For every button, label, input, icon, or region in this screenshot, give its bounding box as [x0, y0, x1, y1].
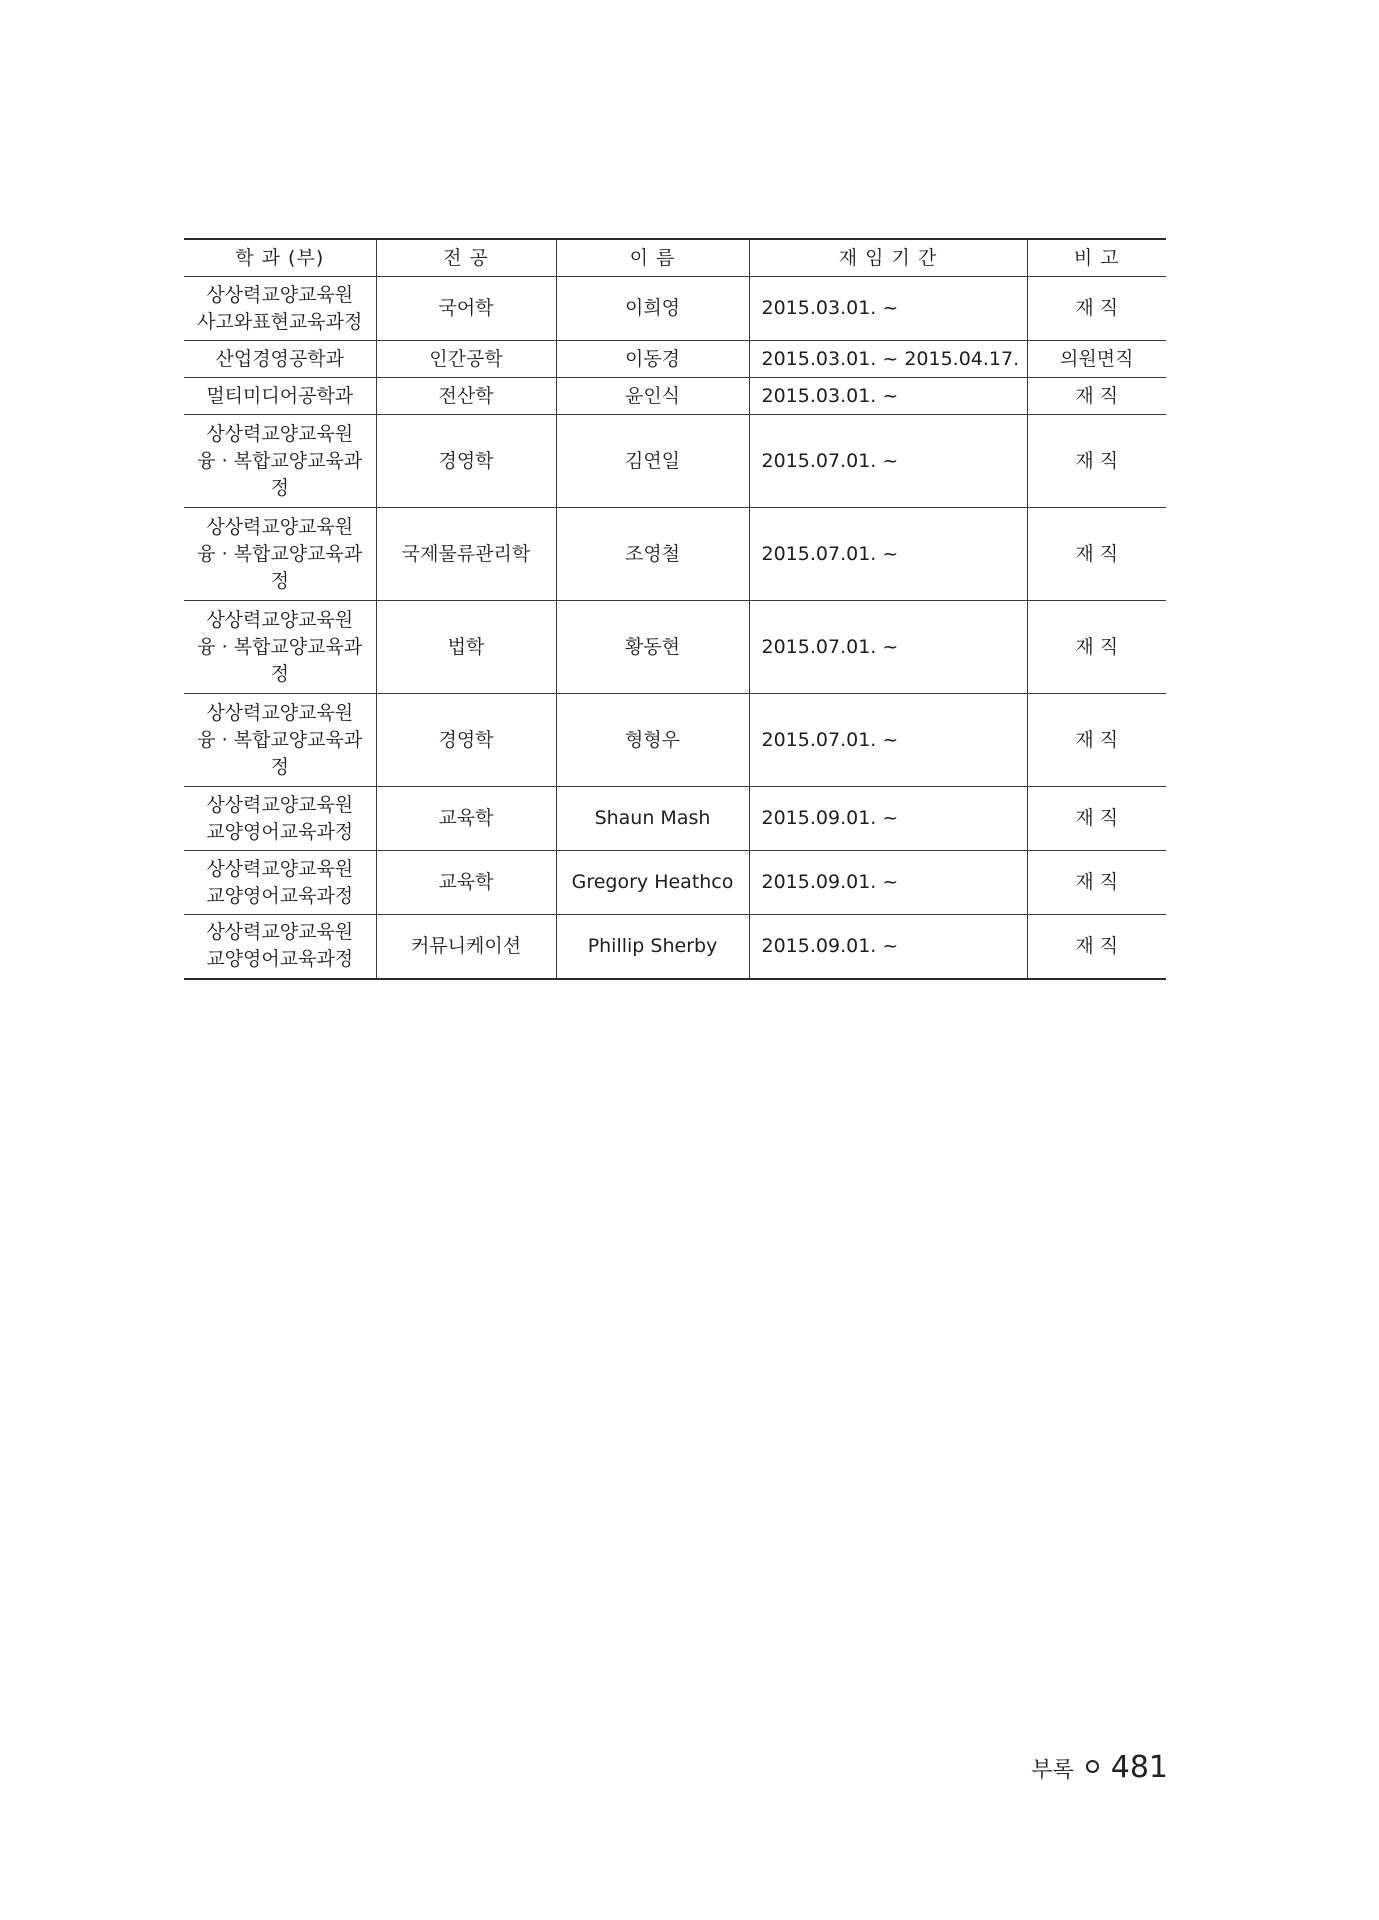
cell-name: Gregory Heathco: [556, 851, 749, 915]
cell-department: 상상력교양교육원 교양영어교육과정: [184, 787, 376, 851]
cell-name: 조영철: [556, 508, 749, 601]
cell-term: 2015.07.01. ~: [749, 601, 1027, 694]
cell-name: Shaun Mash: [556, 787, 749, 851]
cell-name: 형형우: [556, 694, 749, 787]
cell-name: 이희영: [556, 277, 749, 341]
cell-term: 2015.03.01. ~: [749, 378, 1027, 415]
cell-major: 인간공학: [376, 341, 556, 378]
table-header-row: [184, 239, 1166, 277]
bullet-icon: [1086, 1760, 1099, 1773]
header-name: 이 름: [556, 239, 749, 277]
cell-note: 재 직: [1027, 508, 1166, 601]
cell-department: 상상력교양교육원 교양영어교육과정: [184, 851, 376, 915]
cell-name: 황동현: [556, 601, 749, 694]
cell-major: 법학: [376, 601, 556, 694]
footer-section-label: 부록: [1031, 1758, 1074, 1783]
table-row: [184, 787, 1166, 851]
page-number: 481: [1110, 1750, 1168, 1785]
cell-department: 상상력교양교육원 융 · 복합교양교육과정: [184, 508, 376, 601]
table-row: [184, 415, 1166, 508]
cell-major: 경영학: [376, 694, 556, 787]
cell-major: 교육학: [376, 851, 556, 915]
faculty-appointment-table: [184, 238, 1166, 980]
cell-note: 재 직: [1027, 694, 1166, 787]
header-department: 학 과 (부): [184, 239, 376, 277]
cell-name: 김연일: [556, 415, 749, 508]
cell-term: 2015.09.01. ~: [749, 851, 1027, 915]
table-row: [184, 694, 1166, 787]
cell-major: 전산학: [376, 378, 556, 415]
cell-major: 커뮤니케이션: [376, 915, 556, 979]
header-note: 비 고: [1027, 239, 1166, 277]
cell-major: 국어학: [376, 277, 556, 341]
header-major: 전 공: [376, 239, 556, 277]
cell-department: 멀티미디어공학과: [184, 378, 376, 415]
table-row: [184, 341, 1166, 378]
cell-note: 재 직: [1027, 415, 1166, 508]
table-row: [184, 601, 1166, 694]
cell-term: 2015.09.01. ~: [749, 787, 1027, 851]
table-row: [184, 851, 1166, 915]
page-footer: [1031, 1748, 1168, 1791]
cell-department: 상상력교양교육원 융 · 복합교양교육과정: [184, 601, 376, 694]
cell-note: 재 직: [1027, 787, 1166, 851]
cell-department: 상상력교양교육원 교양영어교육과정: [184, 915, 376, 979]
cell-note: 의원면직: [1027, 341, 1166, 378]
table-row: [184, 277, 1166, 341]
table-row: [184, 378, 1166, 415]
cell-note: 재 직: [1027, 851, 1166, 915]
table-row: [184, 508, 1166, 601]
cell-major: 경영학: [376, 415, 556, 508]
cell-term: 2015.07.01. ~: [749, 694, 1027, 787]
cell-department: 상상력교양교육원 융 · 복합교양교육과정: [184, 694, 376, 787]
cell-note: 재 직: [1027, 378, 1166, 415]
cell-department: 상상력교양교육원 융 · 복합교양교육과정: [184, 415, 376, 508]
cell-term: 2015.07.01. ~: [749, 508, 1027, 601]
cell-term: 2015.03.01. ~: [749, 277, 1027, 341]
cell-name: 이동경: [556, 341, 749, 378]
cell-major: 국제물류관리학: [376, 508, 556, 601]
cell-term: 2015.09.01. ~: [749, 915, 1027, 979]
cell-name: 윤인식: [556, 378, 749, 415]
header-term: 재 임 기 간: [749, 239, 1027, 277]
cell-note: 재 직: [1027, 915, 1166, 979]
cell-department: 산업경영공학과: [184, 341, 376, 378]
cell-note: 재 직: [1027, 601, 1166, 694]
cell-term: 2015.07.01. ~: [749, 415, 1027, 508]
cell-note: 재 직: [1027, 277, 1166, 341]
cell-term: 2015.03.01. ~ 2015.04.17.: [749, 341, 1027, 378]
table-row: [184, 915, 1166, 979]
cell-major: 교육학: [376, 787, 556, 851]
cell-name: Phillip Sherby: [556, 915, 749, 979]
cell-department: 상상력교양교육원 사고와표현교육과정: [184, 277, 376, 341]
